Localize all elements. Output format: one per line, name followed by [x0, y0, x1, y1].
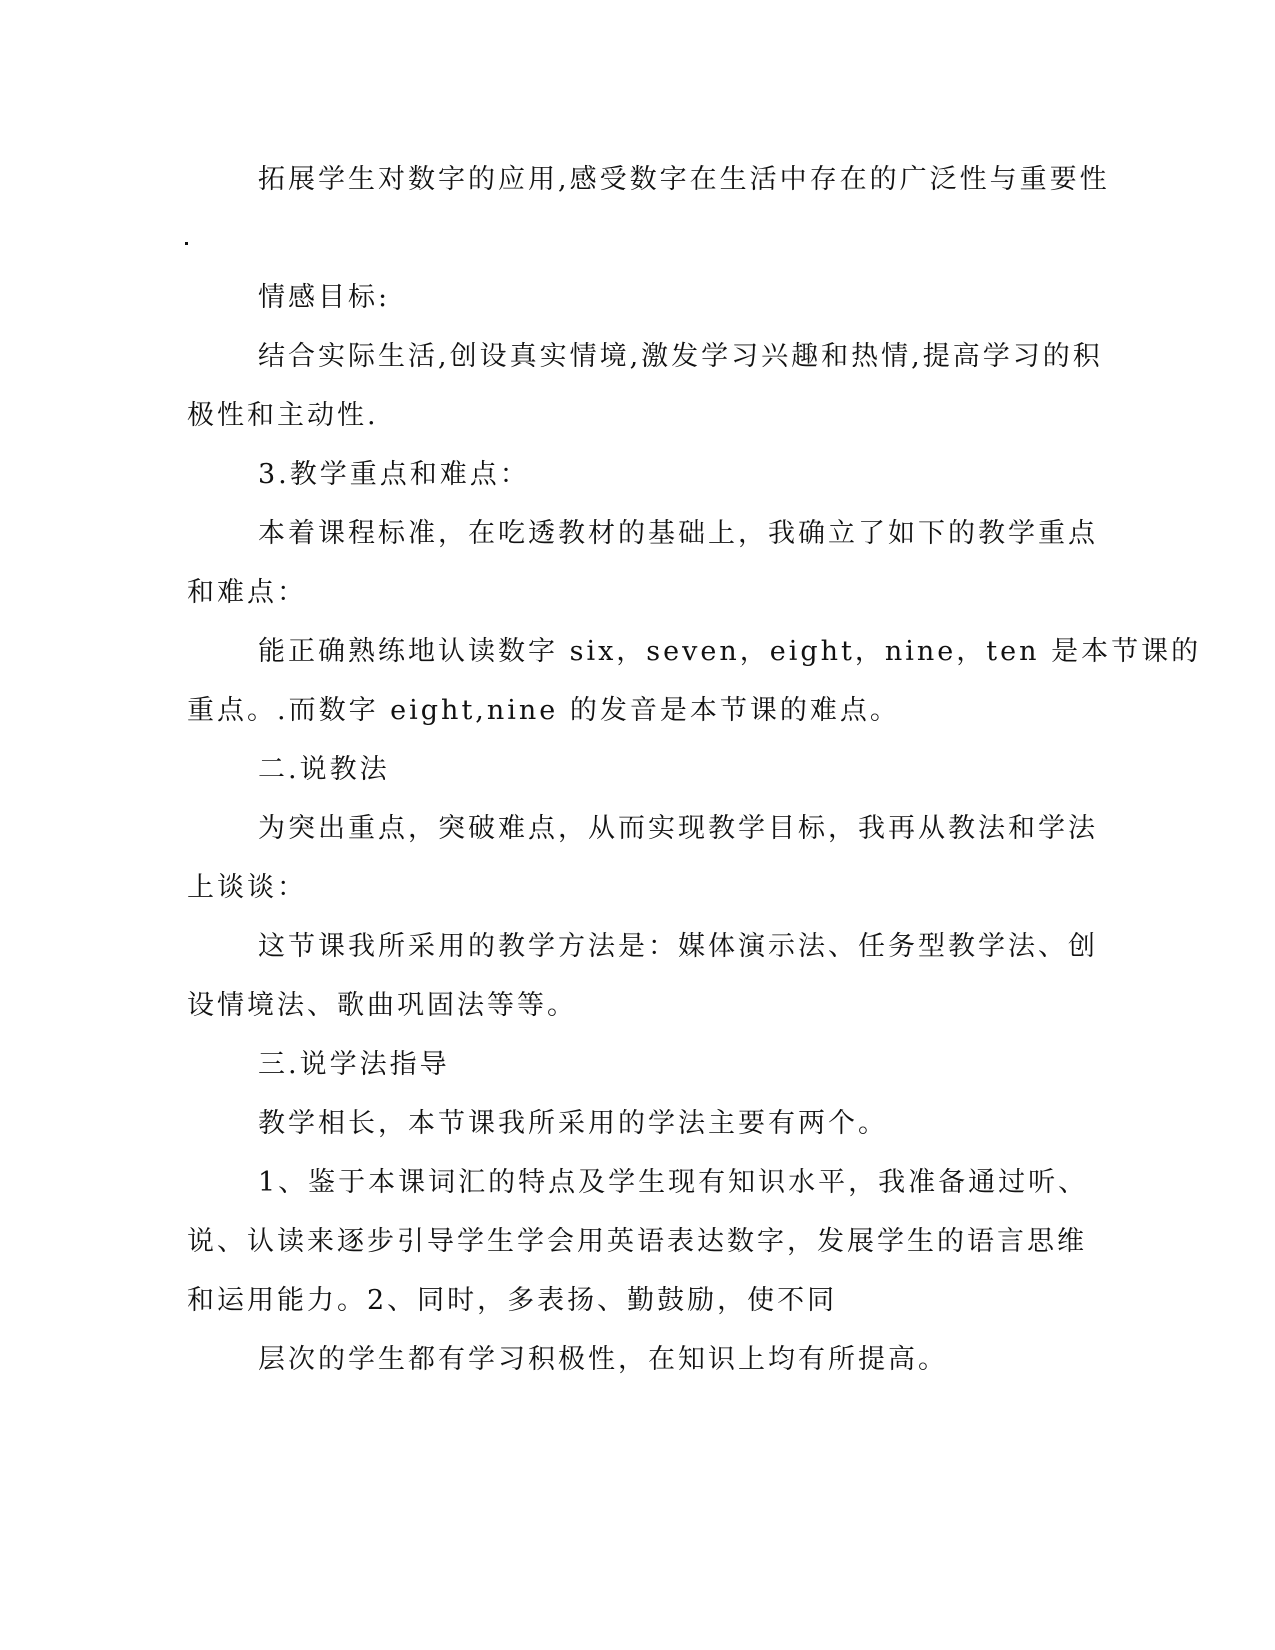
- paragraph-line: 设情境法、歌曲巩固法等等。: [187, 990, 577, 1021]
- section-heading: 3.教学重点和难点：: [258, 459, 530, 490]
- section-heading: 三.说学法指导: [258, 1049, 450, 1080]
- paragraph-line: 极性和主动性.: [187, 400, 379, 431]
- paragraph-line: 1、鉴于本课词汇的特点及学生现有知识水平，我准备通过听、: [258, 1167, 1089, 1198]
- paragraph-line: 为突出重点，突破难点，从而实现教学目标，我再从教法和学法: [258, 813, 1098, 844]
- section-heading: 二.说教法: [258, 754, 390, 785]
- paragraph-line: 结合实际生活,创设真实情境,激发学习兴趣和热情,提高学习的积: [258, 341, 1103, 372]
- paragraph-line: 这节课我所采用的教学方法是：媒体演示法、任务型教学法、创: [258, 931, 1098, 962]
- paragraph-line: 拓展学生对数字的应用,感受数字在生活中存在的广泛性与重要性: [258, 164, 1110, 195]
- paragraph-line: 教学相长，本节课我所采用的学法主要有两个。: [258, 1108, 888, 1139]
- stray-period: [185, 242, 188, 245]
- paragraph-line: 层次的学生都有学习积极性，在知识上均有所提高。: [258, 1344, 948, 1375]
- paragraph-line: 说、认读来逐步引导学生学会用英语表达数字，发展学生的语言思维: [187, 1226, 1087, 1257]
- section-heading: 情感目标:: [258, 282, 391, 313]
- paragraph-line: 上谈谈：: [187, 872, 307, 903]
- paragraph-line: 能正确熟练地认读数字 six，seven，eight，nine，ten 是本节课的: [258, 636, 1202, 667]
- paragraph-line: 和难点：: [187, 577, 307, 608]
- paragraph-line: 和运用能力。2、同时，多表扬、勤鼓励，使不同: [187, 1285, 838, 1316]
- paragraph-line: 本着课程标准，在吃透教材的基础上，我确立了如下的教学重点: [258, 518, 1098, 549]
- paragraph-line: 重点。.而数字 eight,nine 的发音是本节课的难点。: [187, 695, 900, 726]
